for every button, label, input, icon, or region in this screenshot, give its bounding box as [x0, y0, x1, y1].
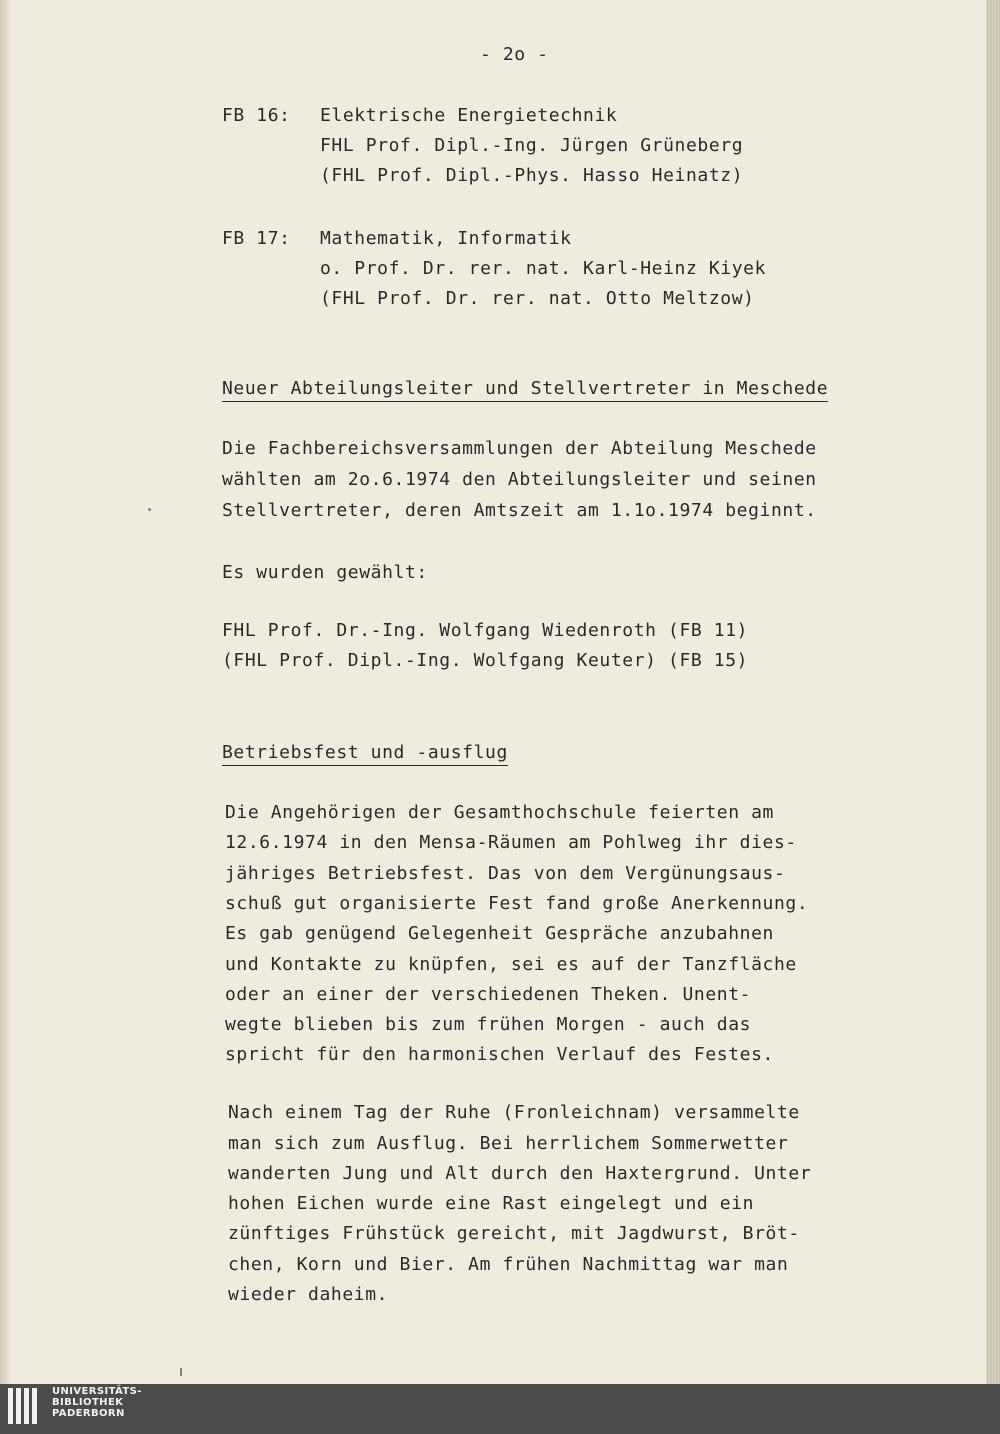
library-footer-bar	[0, 1384, 1000, 1434]
paragraph-line: wegte blieben bis zum frühen Morgen - auch das	[225, 1014, 752, 1035]
binding-shadow	[0, 0, 12, 1384]
paragraph-line: spricht für den harmonischen Verlauf des Festes.	[225, 1044, 774, 1065]
section-heading-betriebsfest: Betriebsfest und -ausflug	[222, 742, 508, 766]
fb17-code: FB 17:	[222, 228, 291, 249]
page-number: - 2o -	[480, 44, 549, 65]
logo-line: UNIVERSITÄTS-	[52, 1386, 142, 1397]
fb16-dean: FHL Prof. Dipl.-Ing. Jürgen Grüneberg	[320, 135, 744, 156]
paragraph-line: 12.6.1974 in den Mensa-Räumen am Pohlweg ihr dies-	[225, 832, 797, 853]
page-edge	[986, 0, 1000, 1384]
elected-intro: Es wurden gewählt:	[222, 562, 428, 583]
paper-speck	[148, 508, 151, 511]
fb16-code: FB 16:	[222, 105, 291, 126]
elected-deputy: (FHL Prof. Dipl.-Ing. Wolfgang Keuter) (FB 15)	[222, 650, 749, 671]
paragraph-line: man sich zum Ausflug. Bei herrlichem Sommerwetter	[228, 1133, 789, 1154]
paragraph-line: Nach einem Tag der Ruhe (Fronleichnam) versammelte	[228, 1102, 800, 1123]
paragraph-line: schuß gut organisierte Fest fand große Anerkennung.	[225, 893, 809, 914]
paragraph-line: Es gab genügend Gelegenheit Gespräche anzubahnen	[225, 923, 774, 944]
section-heading-meschede: Neuer Abteilungsleiter und Stellvertreter in Meschede	[222, 378, 828, 402]
logo-line: PADERBORN	[52, 1408, 125, 1419]
paragraph-line: oder an einer der verschiedenen Theken. Unent-	[225, 984, 752, 1005]
paragraph-line: jähriges Betriebsfest. Das von dem Vergünungsaus-	[225, 863, 786, 884]
fb17-dean: o. Prof. Dr. rer. nat. Karl-Heinz Kiyek	[320, 258, 767, 279]
paragraph-line: wählten am 2o.6.1974 den Abteilungsleiter und seinen	[222, 469, 817, 490]
paragraph-line: Die Fachbereichsversammlungen der Abteilung Meschede	[222, 438, 817, 459]
elected-leader: FHL Prof. Dr.-Ing. Wolfgang Wiedenroth (FB 11)	[222, 620, 749, 641]
paragraph-line: wanderten Jung und Alt durch den Haxtergrund. Unter	[228, 1163, 812, 1184]
paragraph-line: und Kontakte zu knüpfen, sei es auf der Tanzfläche	[225, 954, 797, 975]
library-logo-text	[52, 1386, 142, 1419]
logo-line: BIBLIOTHEK	[52, 1397, 124, 1408]
paragraph-line: Stellvertreter, deren Amtszeit am 1.1o.1974 beginnt.	[222, 500, 817, 521]
paragraph-line: zünftiges Frühstück gereicht, mit Jagdwurst, Bröt-	[228, 1223, 800, 1244]
paper-mark	[180, 1368, 182, 1376]
paragraph-line: wieder daheim.	[228, 1284, 389, 1305]
fb17-title: Mathematik, Informatik	[320, 228, 572, 249]
paragraph-line: Die Angehörigen der Gesamthochschule feierten am	[225, 802, 774, 823]
library-logo-icon	[8, 1388, 42, 1430]
fb16-deputy: (FHL Prof. Dipl.-Phys. Hasso Heinatz)	[320, 165, 744, 186]
paragraph-line: hohen Eichen wurde eine Rast eingelegt und ein	[228, 1193, 755, 1214]
fb16-title: Elektrische Energietechnik	[320, 105, 618, 126]
paragraph-line: chen, Korn und Bier. Am frühen Nachmittag war man	[228, 1254, 789, 1275]
fb17-deputy: (FHL Prof. Dr. rer. nat. Otto Meltzow)	[320, 288, 755, 309]
